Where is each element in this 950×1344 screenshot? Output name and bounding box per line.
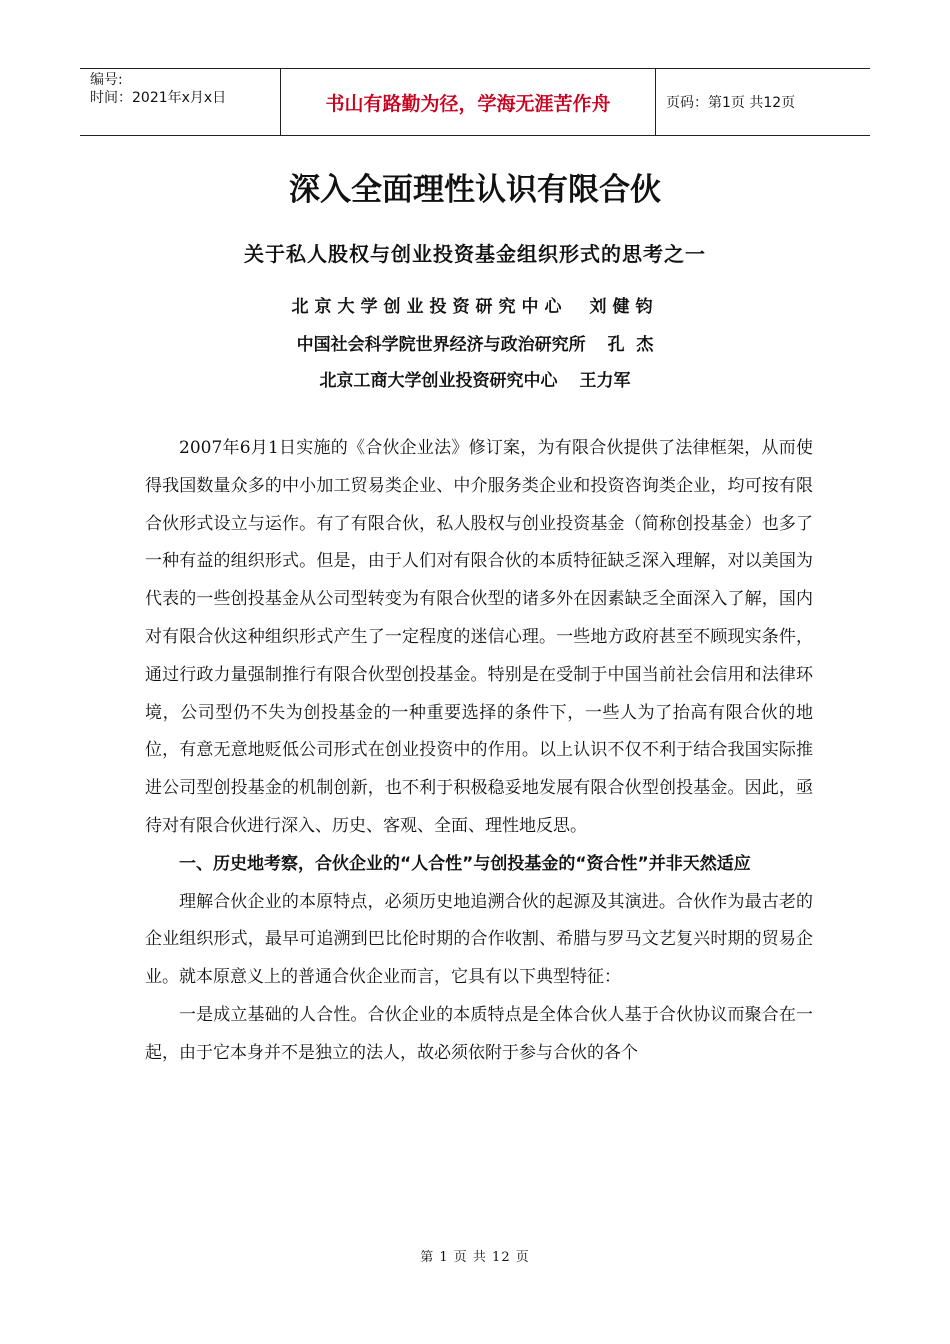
author-line-1	[0, 292, 950, 317]
section-heading: 一、历史地考察，合伙企业的“人合性”与创投基金的“资合性”并非天然适应	[179, 853, 751, 874]
number-label: 编号:	[90, 72, 123, 88]
author-name: 王力军	[579, 371, 631, 391]
author-org: 北京工商大学创业投资研究中心	[319, 371, 558, 391]
document-header	[80, 68, 870, 136]
author-name: 孔 杰	[607, 335, 654, 355]
page-footer: 第 1 页 共 12 页	[420, 1250, 530, 1265]
author-name: 刘健钧	[589, 297, 659, 317]
paragraph: 2007年6月1日实施的《合伙企业法》修订案，为有限合伙提供了法律框架，从而使得我国数量众多的中小加工贸易类企业、中介服务类企业和投资咨询类企业，均可按有限合伙形式设立与运作。有了有限合伙，私人股权与创业投资基金（简称创投基金）也多了一种有益的组织形式。但是，由于人们对有限合伙的本质特征缺乏深入理解，对以美国为代表的一些创投基金从公司型转变为有限合伙型的诸多外在因素缺乏全面深入了解，国内对有限合伙这种组织形式产生了一定程度的迷信心理。一些地方政府甚至不顾现实条件，通过行政力量强制推行有限合伙型创投基金。特别是在受制于中国当前社会信用和法律环境，公司型仍不失为创投基金的一种重要选择的条件下，一些人为了抬高有限合伙的地位，有意无意地贬低公司形式在创业投资中的作用。以上认识不仅不利于结合我国实际推进公司型创投基金的机制创新，也不利于积极稳妥地发展有限合伙型创投基金。因此，亟待对有限合伙进行深入、历史、客观、全面、理性地反思。	[145, 438, 813, 836]
document-subtitle: 关于私人股权与创业投资基金组织形式的思考之一	[244, 242, 706, 266]
paragraph: 一是成立基础的人合性。合伙企业的本质特点是全体合伙人基于合伙协议而聚合在一起，由于它本身并不是独立的法人，故必须依附于参与合伙的各个	[145, 1004, 813, 1063]
author-line-3	[0, 366, 950, 391]
document-body	[145, 430, 813, 1073]
author-org: 中国社会科学院世界经济与政治研究所	[296, 335, 586, 355]
paragraph: 理解合伙企业的本原特点，必须历史地追溯合伙的起源及其演进。合伙作为最古老的企业组织形式，最早可追溯到巴比伦时期的合作收割、希腊与罗马文艺复兴时期的贸易企业。就本原意义上的普通合伙企业而言，它具有以下典型特征：	[145, 891, 813, 988]
date-label: 时间：2021年x月x日	[90, 90, 227, 106]
author-org: 北京大学创业投资研究中心	[291, 297, 568, 317]
document-title: 深入全面理性认识有限合伙	[289, 172, 661, 208]
header-page-info: 页码：第1页 共12页	[666, 95, 796, 111]
author-line-2	[0, 330, 950, 355]
header-motto: 书山有路勤为径，学海无涯苦作舟	[280, 69, 656, 135]
header-meta	[80, 69, 280, 135]
